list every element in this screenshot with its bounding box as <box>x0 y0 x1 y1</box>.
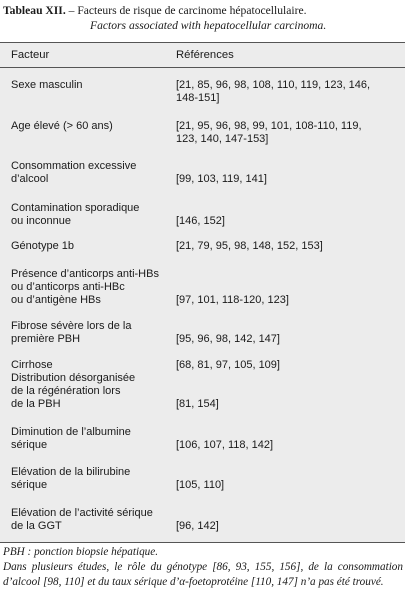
row-factor: Diminution de l’albumine sérique <box>11 426 131 451</box>
risk-factor-table <box>0 42 405 543</box>
row-references: [95, 96, 98, 142, 147] <box>176 333 280 345</box>
row-references: [146, 152] <box>176 215 225 227</box>
row-factor: Cirrhose <box>11 359 53 371</box>
row-references: [21, 79, 95, 98, 148, 152, 153] <box>176 240 323 252</box>
caption-title-fr: – Facteurs de risque de carcinome hépatocellulaire. <box>68 4 307 17</box>
row-factor: Elévation de l’activité sérique de la GGT <box>11 507 153 532</box>
row-factor: Fibrose sévère lors de la première PBH <box>11 320 132 345</box>
footnote-abbreviation: PBH : ponction biopsie hépatique. <box>3 546 159 558</box>
caption-title-en: Factors associated with hepatocellular carcinoma. <box>90 19 327 32</box>
row-references: [105, 110] <box>176 479 225 491</box>
row-references: [106, 107, 118, 142] <box>176 439 274 451</box>
table-caption <box>3 3 403 33</box>
row-references: [21, 95, 96, 98, 99, 101, 108-110, 119, 123, 140, 147-153] <box>176 120 362 145</box>
row-factor: Age élevé (> 60 ans) <box>11 120 113 132</box>
header-references: Références <box>176 49 234 61</box>
row-references: [21, 85, 96, 98, 108, 110, 119, 123, 146, 148-151] <box>176 79 371 104</box>
row-factor: Distribution désorganisée de la régénération lors de la PBH <box>11 372 136 410</box>
caption-line-1 <box>3 3 403 18</box>
row-factor: Elévation de la bilirubine sérique <box>11 466 131 491</box>
row-factor: Contamination sporadique ou inconnue <box>11 202 140 227</box>
row-references: [96, 142] <box>176 520 219 532</box>
caption-label: Tableau XII. <box>3 4 66 17</box>
row-factor: Présence d’anticorps anti-HBs ou d’anticorps anti-HBc ou d’antigène HBs <box>11 268 159 306</box>
table-header <box>0 43 405 68</box>
header-factor: Facteur <box>11 49 50 61</box>
row-factor: Consommation excessive d’alcool <box>11 160 137 185</box>
table-footnotes <box>3 545 403 589</box>
row-factor: Sexe masculin <box>11 79 83 91</box>
row-references: [97, 101, 118-120, 123] <box>176 294 289 306</box>
row-references: [99, 103, 119, 141] <box>176 173 267 185</box>
row-references: [68, 81, 97, 105, 109] <box>176 359 280 371</box>
row-factor: Génotype 1b <box>11 240 74 252</box>
row-references: [81, 154] <box>176 398 219 410</box>
footnote-note: Dans plusieurs études, le rôle du génotype [86, 93, 155, 156], de la consommation d’alcool [98, 110] et du taux sérique d’α-foetoprotéine [110, 147] n’a pas été trouvé. <box>3 560 403 588</box>
